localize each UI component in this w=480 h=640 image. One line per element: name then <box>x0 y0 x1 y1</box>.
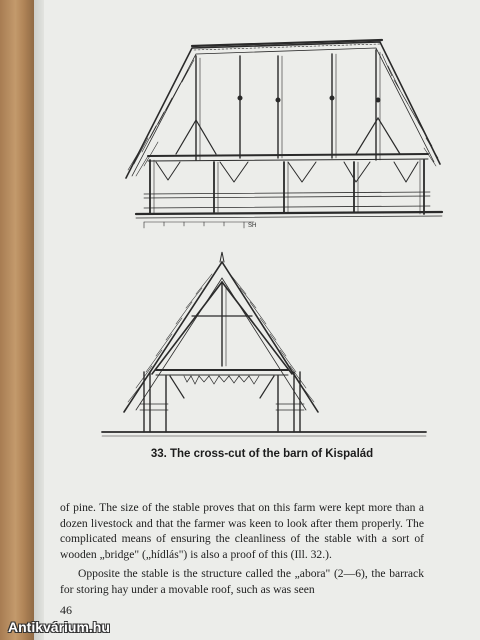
watermark-logo: Antikvárium.hu <box>8 619 110 635</box>
barn-gable-cross-cut <box>102 252 426 436</box>
body-text <box>60 500 424 598</box>
illustrator-initials: SH <box>248 223 257 229</box>
book-spine <box>0 0 34 640</box>
body-paragraph-2: Opposite the stable is the structure called the „abora" (2—6), the barrack for storing hay under a movable roof, such as was seen <box>60 567 424 596</box>
figure-caption: 33. The cross-cut of the barn of Kispalád <box>150 448 374 460</box>
barn-cross-cut-illustration <box>44 0 480 445</box>
page-number: 46 <box>60 603 72 617</box>
barn-long-section <box>126 40 442 228</box>
body-paragraph-1: of pine. The size of the stable proves that on this farm were kept more than a dozen livestock and that the farmer was keen to look after them properly. The complicated means of ensuring the cleanliness of the stable with a sort of wooden „bridge" („hídlás") is also a proof of this (Ill. 32.). <box>60 501 424 561</box>
